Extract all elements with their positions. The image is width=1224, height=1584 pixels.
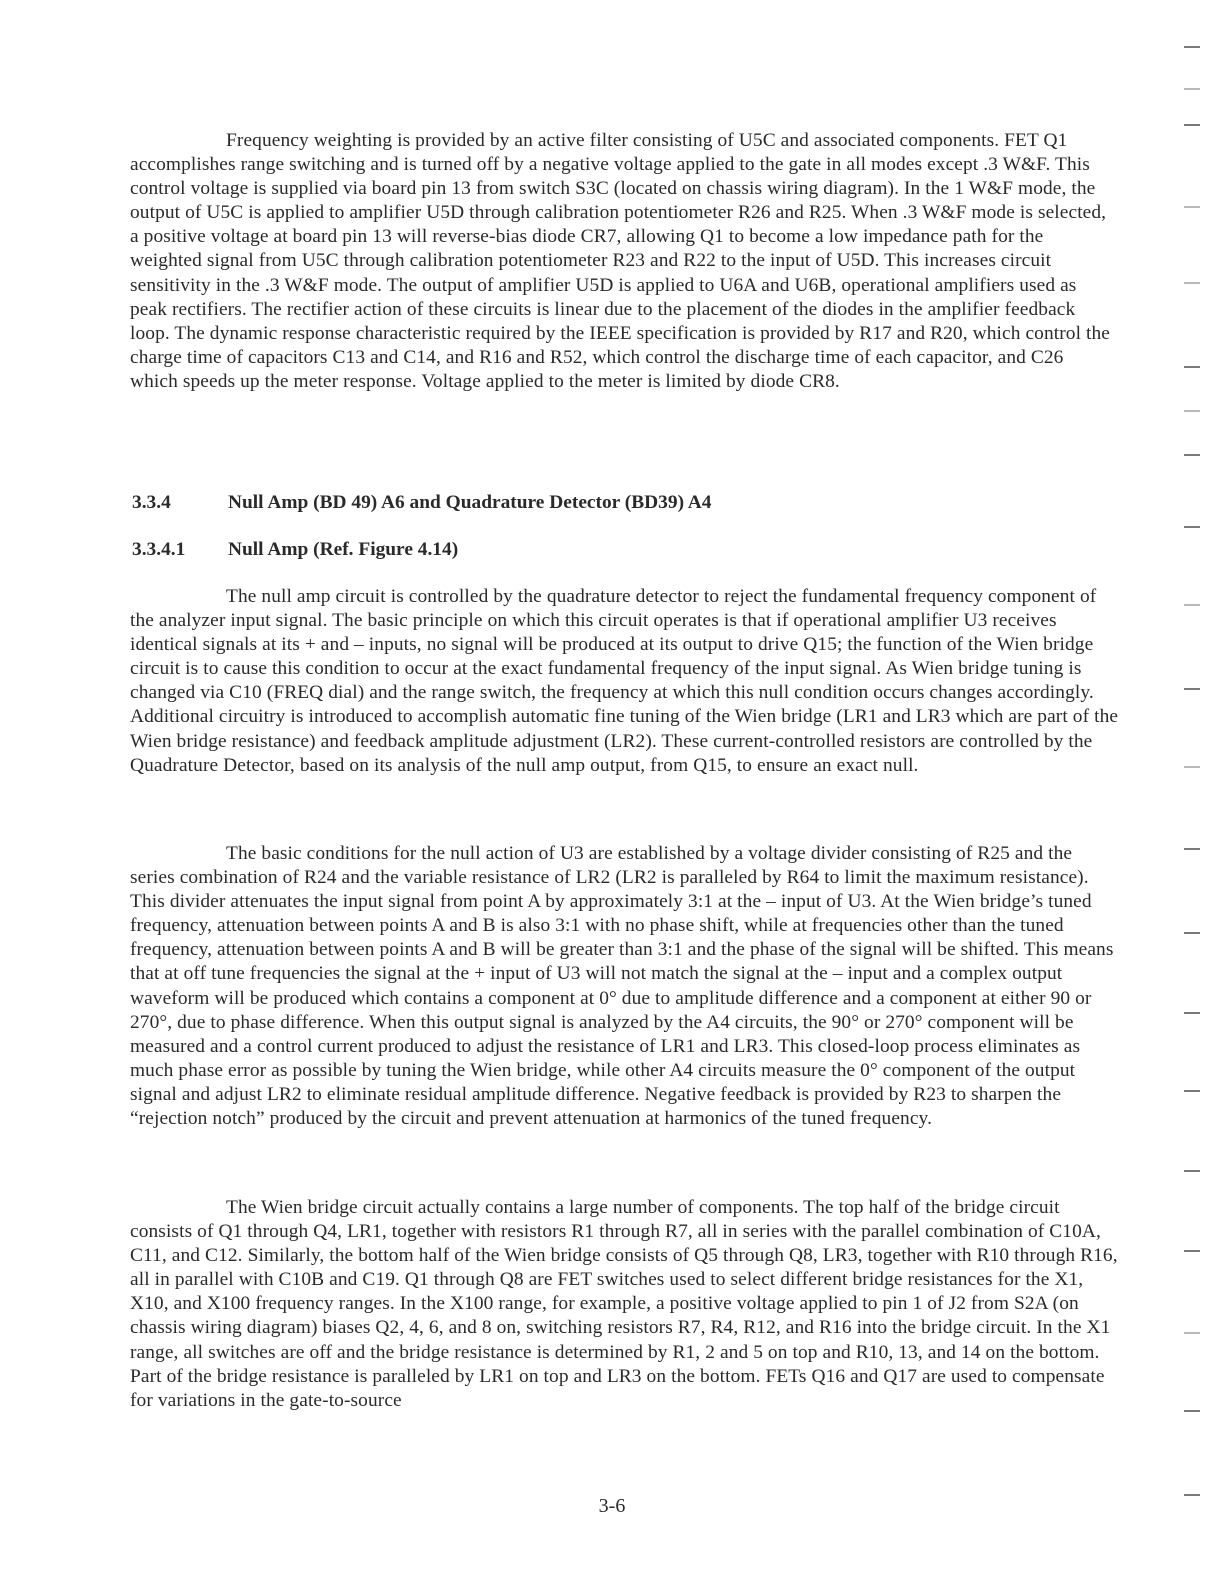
page-number: 3-6 <box>598 1495 626 1517</box>
paragraph-null-action-conditions: The basic conditions for the null action of U3 are established by a voltage divider consisting of R25 and the series combination of R24 and the variable resistance of LR2 (LR2 is paralleled by R64 to limit the maximum resistance). This divider attenuates the input signal from point A by approximately 3:1 at the – input of U3. At the Wien bridge’s tuned frequency, attenuation between points A and B is also 3:1 with no phase shift, while at frequencies other than the tuned frequency, attenuation between points A and B will be greater than 3:1 and the phase of the signal will be shifted. This means that at off tune frequencies the signal at the + input of U3 will not match the signal at the – input and a complex output waveform will be produced which contains a component at 0° due to amplitude difference and a component at either 90 or 270°, due to phase difference. When this output signal is analyzed by the A4 circuits, the 90° or 270° component will be measured and a control current produced to adjust the resistance of LR1 and LR3. This closed-loop process eliminates as much phase error as possible by tuning the Wien bridge, while other A4 circuits measure the 0° component of the output signal and adjust LR2 to eliminate residual amplitude difference. Negative feedback is provided by R23 to sharpen the “rejection notch” produced by the circuit and prevent attenuation at harmonics of the tuned frequency. <box>130 843 1114 1130</box>
scan-edge-marks <box>1180 0 1210 1584</box>
section-heading-3-3-4-1 <box>132 538 458 562</box>
section-number: 3.3.4.1 <box>132 539 186 560</box>
paragraph-wien-bridge-components: The Wien bridge circuit actually contains a large number of components. The top half of the bridge circuit consists of Q1 through Q4, LR1, together with resistors R1 through R7, all in series with the parallel combination of C10A, C11, and C12. Similarly, the bottom half of the Wien bridge consists of Q5 through Q8, LR3, together with R10 through R16, all in parallel with C10B and C19. Q1 through Q8 are FET switches used to select different bridge resistances for the X1, X10, and X100 frequency ranges. In the X100 range, for example, a positive voltage applied to pin 1 of J2 from S2A (on chassis wiring diagram) biases Q2, 4, 6, and 8 on, switching resistors R7, R4, R12, and R16 into the bridge circuit. In the X1 range, all switches are off and the bridge resistance is determined by R1, 2 and 5 on top and R10, 13, and 14 on the bottom. Part of the bridge resistance is paralleled by LR1 on top and LR3 on the bottom. FETs Q16 and Q17 are used to compensate for variations in the gate-to-source <box>130 1197 1118 1411</box>
section-heading-3-3-4 <box>132 491 712 515</box>
paragraph-null-amp-principle: The null amp circuit is controlled by the quadrature detector to reject the fundamental frequency component of the analyzer input signal. The basic principle on which this circuit operates is that if operational amplifier U3 receives identical signals at its + and – inputs, no signal will be produced at its output to drive Q15; the function of the Wien bridge circuit is to cause this condition to occur at the exact fundamental frequency of the input signal. As Wien bridge tuning is changed via C10 (FREQ dial) and the range switch, the frequency at which this null condition occurs changes accordingly. Additional circuitry is introduced to accomplish automatic fine tuning of the Wien bridge (LR1 and LR3 which are part of the Wien bridge resistance) and feedback amplitude adjustment (LR2). These current-controlled resistors are controlled by the Quadrature Detector, based on its analysis of the null amp output, from Q15, to ensure an exact null. <box>130 586 1119 776</box>
section-title: Null Amp (BD 49) A6 and Quadrature Detector (BD39) A4 <box>228 492 712 513</box>
paragraph-frequency-weighting: Frequency weighting is provided by an active filter consisting of U5C and associated components. FET Q1 accomplishes range switching and is turned off by a negative voltage applied to the gate in all modes except .3 W&F. This control voltage is supplied via board pin 13 from switch S3C (located on chassis wiring diagram). In the 1 W&F mode, the output of U5C is applied to amplifier U5D through calibration potentiometer R26 and R25. When .3 W&F mode is selected, a positive voltage at board pin 13 will reverse-bias diode CR7, allowing Q1 to become a low impedance path for the weighted signal from U5C through calibration potentiometer R23 and R22 to the input of U5D. This increases circuit sensitivity in the .3 W&F mode. The output of amplifier U5D is applied to U6A and U6B, operational amplifiers used as peak rectifiers. The rectifier action of these circuits is linear due to the placement of the diodes in the amplifier feedback loop. The dynamic response characteristic required by the IEEE specification is provided by R17 and R20, which control the charge time of capacitors C13 and C14, and R16 and R52, which control the discharge time of each capacitor, and C26 which speeds up the meter response. Voltage applied to the meter is limited by diode CR8. <box>130 130 1111 392</box>
section-title: Null Amp (Ref. Figure 4.14) <box>228 539 459 560</box>
section-number: 3.3.4 <box>132 492 171 513</box>
